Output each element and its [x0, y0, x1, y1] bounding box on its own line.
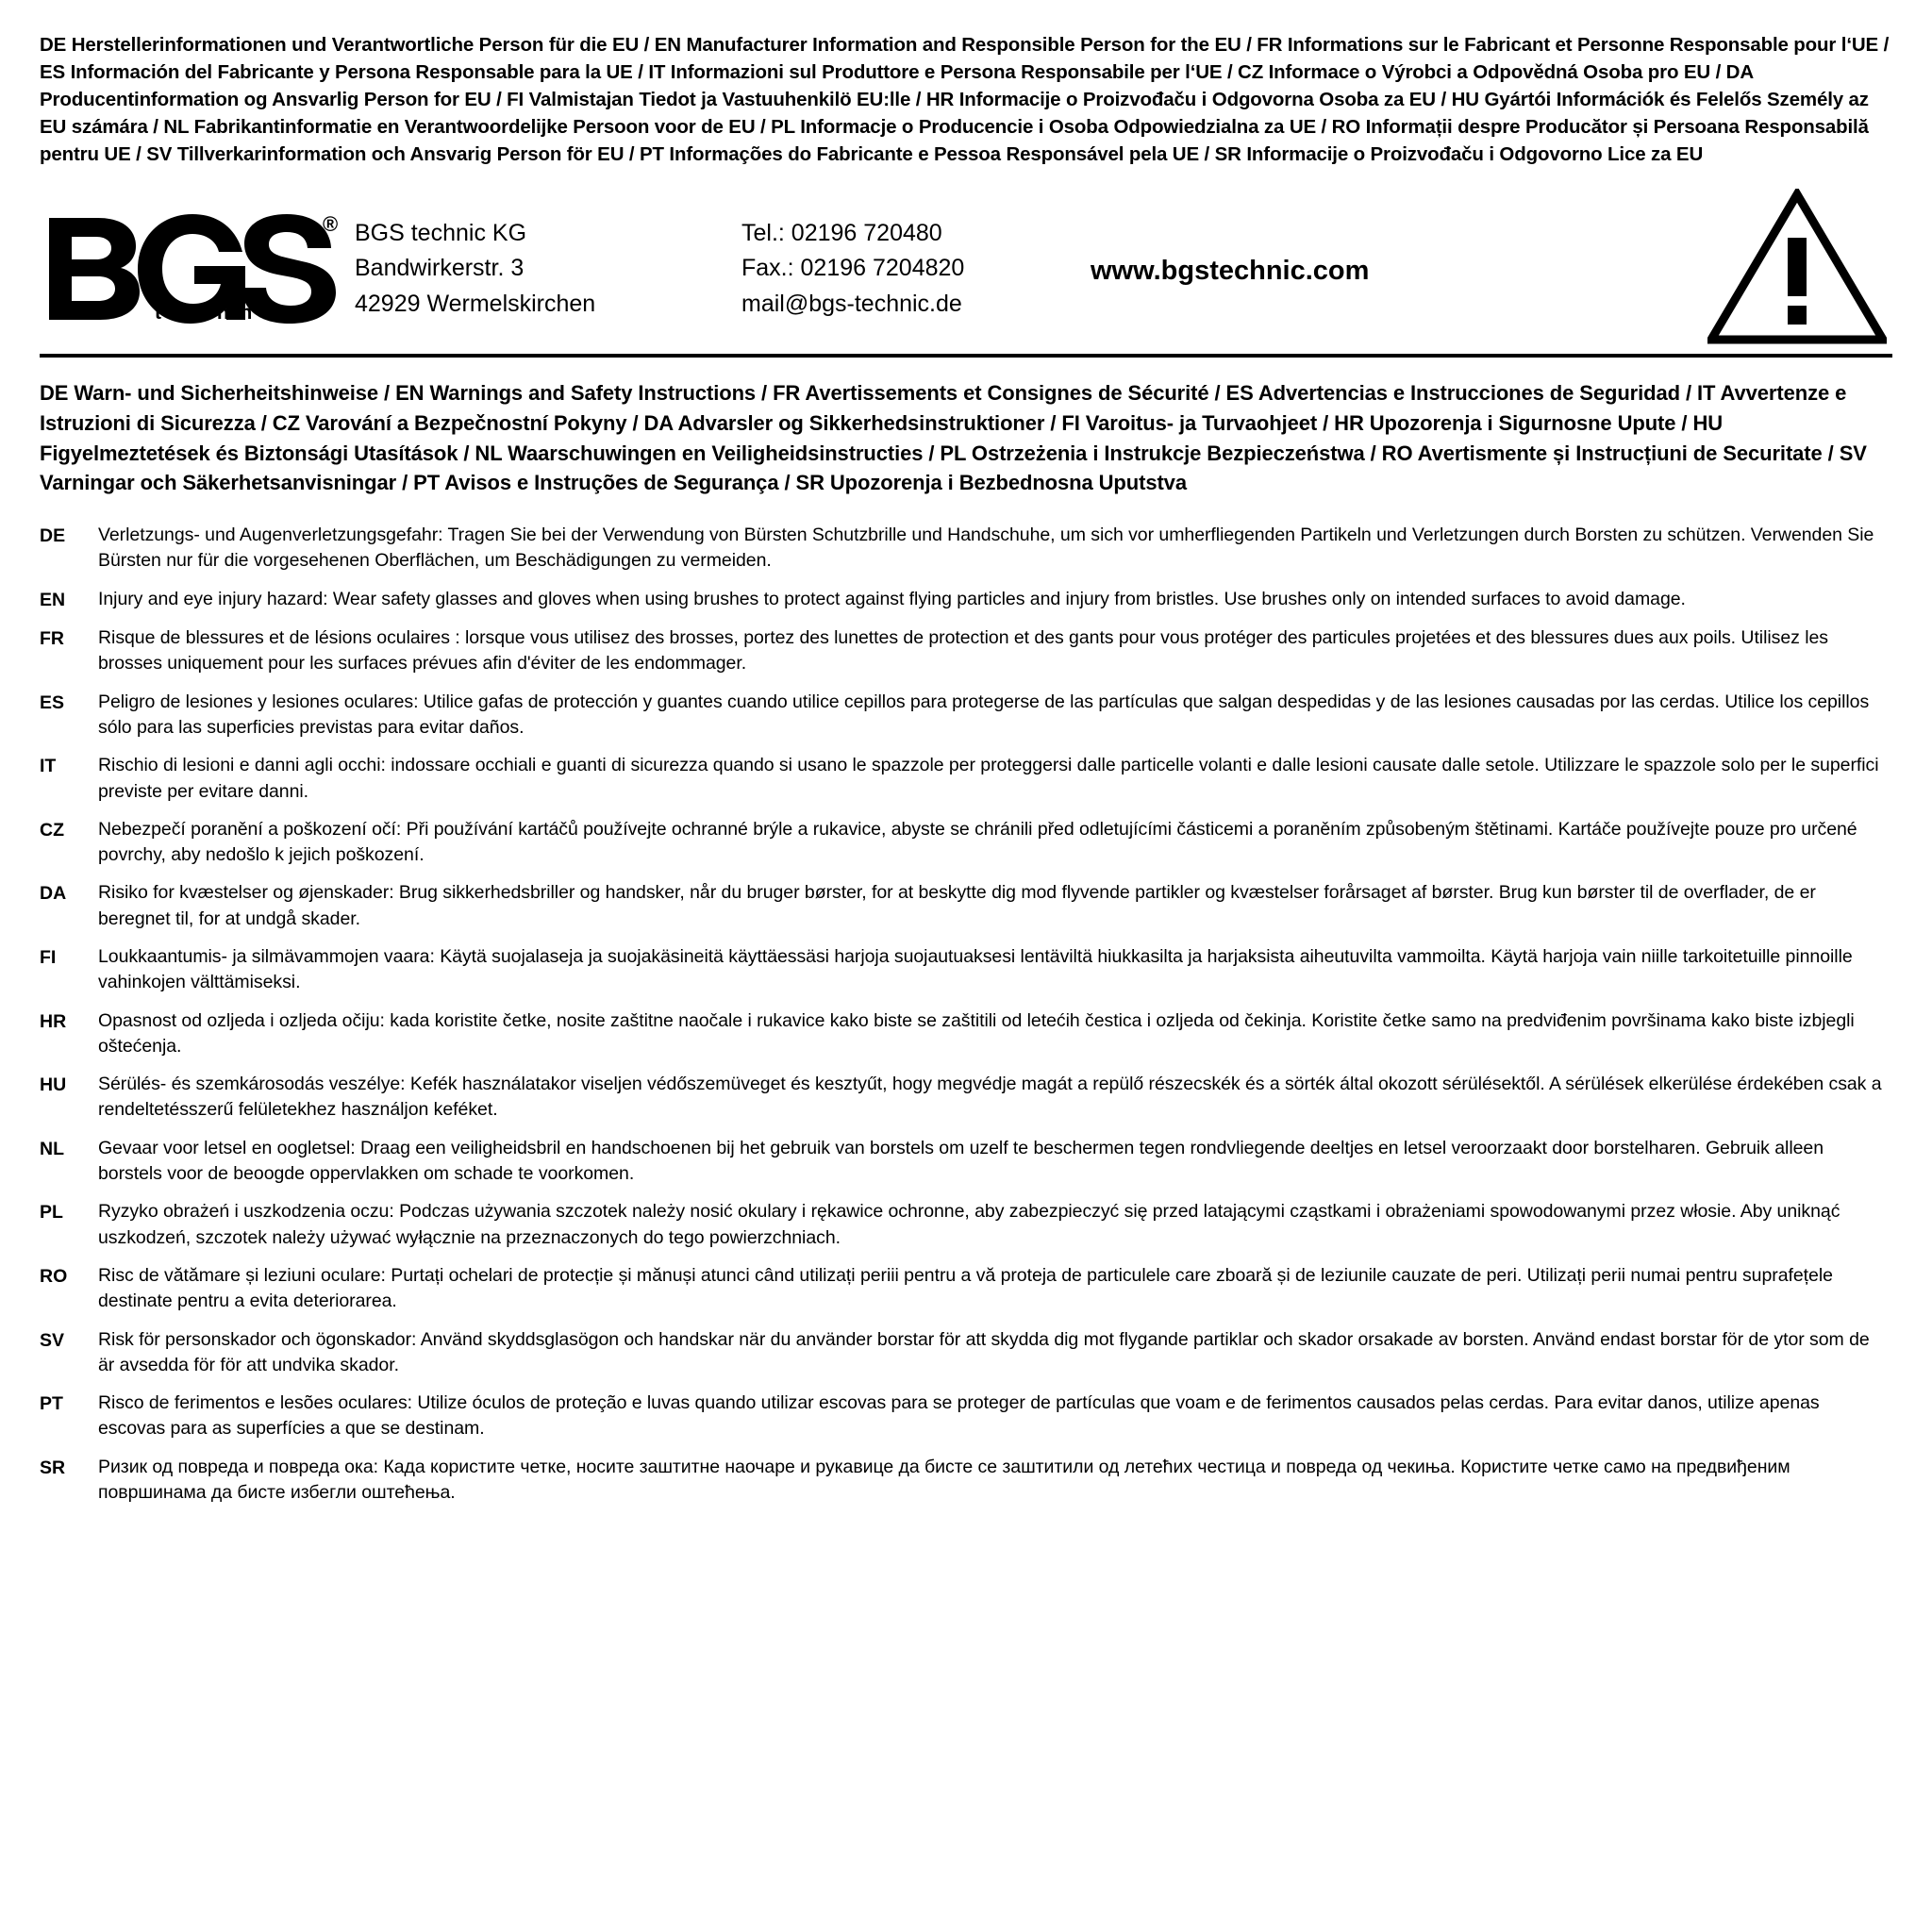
language-warning-text: Rischio di lesioni e danni agli occhi: indossare occhiali e guanti di sicurezza quando si usano le spazzole per proteggersi dalle particelle volanti e dalle lesioni causate dalle setole. Utilizzare le spazzole solo per le superfici previste per evitare danni.	[98, 755, 1879, 802]
language-warning-text: Risc de vătămare și leziuni oculare: Purtați ochelari de protecție și mănuși atunci când utilizați periii pentru a vă proteja de particulele care zboară și de leziunile cauzate de peri. Utilizați perii numai pentru suprafețele destinate pentru a evita deteriorarea.	[98, 1264, 1833, 1312]
company-street: Bandwirkerstr. 3	[355, 255, 525, 282]
language-warning-text: Opasnost od ozljeda i ozljeda očiju: kada koristite četke, nosite zaštitne naočale i rukavice kako biste se zaštitili od letećih čestica i ozljeda od čekinja. Koristite četke samo na predviđenim površinama kako biste izbjegli oštećenja.	[98, 1009, 1855, 1057]
safety-instructions-heading: DE Warn- und Sicherheitshinweise / EN Warnings and Safety Instructions / FR Avertissements et Consignes de Sécurité / ES Advertencias e Instrucciones de Seguridad / IT Avvertenze e Istruzioni di Sicurezza / CZ Varování a Bezpečnostní Pokyny / DA Advarsler og Sikkerhedsinstruktioner / FI Varoitus- ja Turvaohjeet / HR Upozorenja i Sigurnosne Upute / HU Figyelmeztetések és Biztonsági Utasítások / NL Waarschuwingen en Veiligheidsinstructies / PL Ostrzeżenia i Instrukcje Bezpieczeństwa / RO Avertismente și Instrucțiuni de Securitate / SV Varningar och Säkerhetsanvisningar / PT Avisos e Instruções de Segurança / SR Upozorenja i Bezbednosna Uputstva	[40, 381, 1867, 495]
list-item	[40, 1263, 1892, 1315]
language-code: SV	[40, 1329, 65, 1351]
language-code: HR	[40, 1010, 67, 1032]
language-warning-text: Peligro de lesiones y lesiones oculares: Utilice gafas de protección y guantes cuando utilice cepillos para protegerse de las partículas que salgan despedidas y de las lesiones causadas por las cerdas. Utilice los cepillos sólo para las superficies previstas para evitar daños.	[98, 691, 1870, 738]
language-warning-text: Risque de blessures et de lésions oculaires : lorsque vous utilisez des brosses, portez des lunettes de protection et des gants pour vous protéger des particules projetées et des blessures dues aux poils. Utilisez les brosses uniquement pour les surfaces prévues afin d'éviter de les endommager.	[98, 627, 1828, 675]
language-warning-text: Gevaar voor letsel en oogletsel: Draag een veiligheidsbril en handschoenen bij het gebruik van borstels om uzelf te beschermen tegen rondvliegende deeltjes en letsel veroorzaakt door borstelharen. Gebruik alleen borstels voor de beoogde oppervlakken om schade te voorkomen.	[98, 1137, 1824, 1185]
company-name: BGS technic KG	[355, 219, 527, 246]
language-warnings-list	[40, 523, 1892, 1506]
language-warning-text: Sérülés- és szemkárosodás veszélye: Kefék használatakor viseljen védőszemüveget és kesztyűt, hogy megvédje magát a repülő részecskék és a sörték által okozott sérülésektől. A sérülések elkerülése érdekében csak a rendeltetésszerű felületekhez használjon keféket.	[98, 1074, 1882, 1121]
language-code: SR	[40, 1457, 66, 1478]
manufacturer-info-header: DE Herstellerinformationen und Verantwortliche Person für die EU / EN Manufacturer Information and Responsible Person for the EU / FR Informations sur le Fabricant et Personne Responsable pour l‘UE / ES Información del Fabricante y Persona Responsable para la UE / IT Informazioni sul Produttore e Persona Responsabile per l‘UE / CZ Informace o Výrobci a Odpovědná Osoba pro EU / DA Producentinformation og Ansvarlig Person for EU / FI Valmistajan Tiedot ja Vastuuhenkilö EU:lle / HR Informacije o Proizvođaču i Odgovorna Osoba za EU / HU Gyártói Információk és Felelős Személy az EU számára / NL Fabrikantinformatie en Verantwoordelijke Persoon voor de EU / PL Informacje o Producencie i Osoba Odpowiedzialna za UE / RO Informații despre Producător și Persoana Responsabilă pentru UE / SV Tillverkarinformation och Ansvarig Person för EU / PT Informações do Fabricante e Pessoa Responsável pela UE / SR Informacije o Proizvođaču i Odgovorno Lice za EU	[40, 34, 1890, 165]
language-code: RO	[40, 1265, 68, 1287]
language-code: PT	[40, 1393, 63, 1415]
language-code: EN	[40, 589, 66, 610]
language-code: FR	[40, 628, 64, 650]
company-telephone: Tel.: 02196 720480	[741, 219, 942, 246]
language-code: PL	[40, 1202, 63, 1224]
company-address	[355, 212, 741, 323]
list-item	[40, 1136, 1892, 1188]
language-code: FI	[40, 947, 57, 968]
svg-text:t e c h n i c: t e c h n i c	[155, 301, 294, 324]
language-code: DE	[40, 525, 66, 547]
company-email: mail@bgs-technic.de	[741, 290, 962, 317]
language-code: HU	[40, 1074, 67, 1096]
list-item	[40, 1327, 1892, 1379]
list-item	[40, 523, 1892, 575]
language-warning-text: Injury and eye injury hazard: Wear safety glasses and gloves when using brushes to protect against flying particles and injury from bristles. Use brushes only on intended surfaces to avoid damage.	[98, 588, 1686, 609]
language-code: DA	[40, 883, 67, 905]
warning-triangle-icon	[1698, 189, 1894, 344]
list-item	[40, 625, 1892, 677]
company-city: 42929 Wermelskirchen	[355, 290, 596, 317]
list-item	[40, 753, 1892, 805]
list-item	[40, 817, 1892, 869]
language-code: ES	[40, 691, 65, 713]
list-item	[40, 1072, 1892, 1124]
list-item	[40, 690, 1892, 741]
language-warning-text: Nebezpečí poranění a poškození očí: Při používání kartáčů používejte ochranné brýle a rukavice, abyste se chránili před odletujícími částicemi a poraněním způsobeným štětinami. Kartáče používejte pouze pro určené povrchy, aby nedošlo k jejich poškození.	[98, 818, 1857, 866]
svg-text:®: ®	[323, 211, 339, 236]
language-warning-text: Ризик од повреда и повреда ока: Када користите четке, носите заштитне наочаре и рукавице да бисте се заштитили од летећих честица и повреда од чекиња. Користите четке само на предвиђеним површинама да бисте избегли оштећења.	[98, 1456, 1790, 1504]
bgs-logo	[38, 210, 355, 324]
list-item	[40, 1455, 1892, 1507]
language-code: CZ	[40, 819, 64, 841]
header-divider	[40, 354, 1892, 358]
list-item	[40, 1391, 1892, 1442]
list-item	[40, 880, 1892, 932]
language-code: NL	[40, 1138, 64, 1159]
company-website: www.bgstechnic.com	[1091, 256, 1370, 287]
company-fax: Fax.: 02196 7204820	[741, 255, 965, 282]
language-warning-text: Verletzungs- und Augenverletzungsgefahr: Tragen Sie bei der Verwendung von Bürsten Schutzbrille und Handschuhe, um sich vor umherfliegenden Partikeln und Verletzungen durch Borsten zu schützen. Verwenden Sie Bürsten nur für die vorgesehenen Oberflächen, um Beschädigungen zu vermeiden.	[98, 525, 1874, 572]
list-item	[40, 944, 1892, 996]
language-warning-text: Risiko for kvæstelser og øjenskader: Brug sikkerhedsbriller og handsker, når du bruger børster, for at beskytte dig mod flyvende partikler og kvæstelser forårsaget af børster. Brug kun børster til de overflader, de er beregnet til, for at undgå skader.	[98, 882, 1816, 929]
company-contact	[741, 212, 1053, 323]
language-warning-text: Risk för personskador och ögonskador: Använd skyddsglasögon och handskar när du använder borstar för att skydda dig mot flygande partiklar och skador orsakade av borsten. Använd endast borstar för de ytor som de är avsedda för för att undvika skador.	[98, 1328, 1870, 1375]
list-item	[40, 1008, 1892, 1060]
language-warning-text: Ryzyko obrażeń i uszkodzenia oczu: Podczas używania szczotek należy nosić okulary i rękawice ochronne, aby zabezpieczyć się przed latającymi cząstkami i obrażeniami spowodowanymi przez włosie. Aby uniknąć uszkodzeń, szczotek należy używać wyłącznie na przeznaczonych do tego powierzchniach.	[98, 1201, 1840, 1248]
language-code: IT	[40, 756, 57, 777]
language-warning-text: Loukkaantumis- ja silmävammojen vaara: Käytä suojalaseja ja suojakäsineitä käyttäessäsi harjoja suojautuaksesi lentäviltä hiukkasilta ja harjaksista aiheutuvilta vammoilta. Käytä harjoja vain niille tarkoitetuille pinnoille vahinkojen välttämiseksi.	[98, 946, 1853, 993]
list-item	[40, 587, 1892, 613]
company-contact-block	[38, 189, 1894, 354]
list-item	[40, 1199, 1892, 1251]
language-warning-text: Risco de ferimentos e lesões oculares: Utilize óculos de proteção e luvas quando utilizar escovas para se proteger de partículas que voam e de ferimentos causados pelas cerdas. Para evitar danos, utilize apenas escovas para as superfícies a que se destinam.	[98, 1392, 1820, 1440]
